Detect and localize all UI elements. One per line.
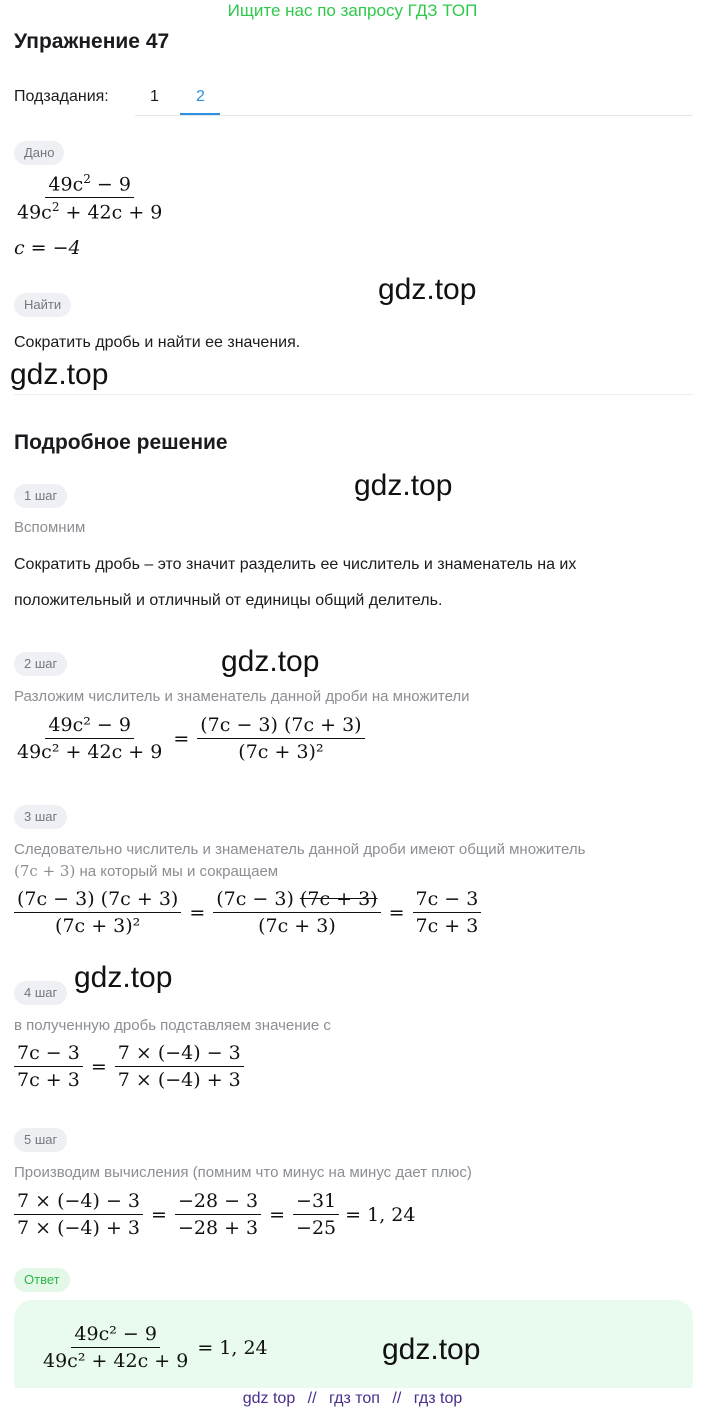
step-4-chip: 4 шаг xyxy=(14,981,67,1005)
step-1-caption: Вспомним xyxy=(14,519,86,536)
footer-link-2[interactable]: гдз топ xyxy=(329,1390,380,1407)
footer-separator: // xyxy=(307,1390,317,1407)
step-3-equation: $\frac{(7c - 3) (7c + 3)}{\text{(7c + 3)²}}$ = $\frac{(7c - 3) (7c + 3)}{(7c + 3)}$ = $\frac{7c - 3}{7c + 3}$ xyxy=(14,888,481,937)
step-4-caption: в полученную дробь подставляем значение с xyxy=(14,1017,331,1034)
watermark: gdz.top xyxy=(10,358,109,391)
given-condition: c = −4 xyxy=(14,237,81,259)
tabs-divider xyxy=(135,115,693,116)
step-5-caption: Производим вычисления (помним что минус на минус дает плюс) xyxy=(14,1164,472,1181)
section-divider xyxy=(14,394,693,395)
step-2-chip: 2 шаг xyxy=(14,652,67,676)
watermark: gdz.top xyxy=(354,469,453,502)
watermark: gdz.top xyxy=(382,1333,481,1366)
step-3-caption-line1: Следовательно числитель и знаменатель данной дроби имеют общий множитель xyxy=(14,841,586,858)
watermark: gdz.top xyxy=(378,273,477,306)
given-denominator: $49c^2 + 42c + 9$ xyxy=(17,200,163,224)
given-fraction xyxy=(14,172,165,224)
step-1-text-line2: положительный и отличный от единицы общий делитель. xyxy=(14,592,443,609)
watermark: gdz.top xyxy=(74,961,173,994)
find-text: Сократить дробь и найти ее значения. xyxy=(14,334,301,351)
given-chip: Дано xyxy=(14,141,64,165)
step-2-equation: $\frac{\text{49c² − 9}}{\text{49c² + 42c + 9}}$ = $\frac{(7c - 3) (7c + 3)}{\text{(7c + 3)²}}$ xyxy=(14,714,365,763)
step-5-chip: 5 шаг xyxy=(14,1128,67,1152)
footer-link-3[interactable]: гдз top xyxy=(413,1390,463,1407)
step-5-equation: $\frac{7 \times (-4) - 3}{7 \times (-4) + 3}$ = $\frac{-28 - 3}{-28 + 3}$ = $\frac{-31}{-25}$ = 1, 24 xyxy=(14,1190,415,1239)
step-3-caption-line2: (7c + 3) на который мы и сокращаем xyxy=(14,862,279,880)
given-numerator: $49c^2 - 9$ xyxy=(45,172,134,198)
search-hint-banner: Ищите нас по запросу ГДЗ ТОП xyxy=(227,1,478,20)
step-4-equation: $\frac{7c - 3}{7c + 3}$ = $\frac{7 \times (-4) - 3}{7 \times (-4) + 3}$ xyxy=(14,1042,244,1091)
footer-links xyxy=(0,1388,705,1416)
footer-separator: // xyxy=(392,1390,402,1407)
active-tab-indicator xyxy=(180,113,220,115)
answer-chip: Ответ xyxy=(14,1268,70,1292)
step-3-chip: 3 шаг xyxy=(14,805,67,829)
subtasks-label: Подзадания: xyxy=(14,88,109,105)
answer-equation: $\frac{\text{49c² − 9}}{\text{49c² + 42c + 9}}$ = 1, 24 xyxy=(43,1323,268,1372)
step-1-chip: 1 шаг xyxy=(14,484,67,508)
subtask-tab-2[interactable]: 2 xyxy=(196,88,205,105)
solution-title: Подробное решение xyxy=(14,431,228,454)
watermark: gdz.top xyxy=(221,645,320,678)
step-2-caption: Разложим числитель и знаменатель данной дроби на множители xyxy=(14,688,470,705)
find-chip: Найти xyxy=(14,293,71,317)
page-title: Упражнение 47 xyxy=(14,30,170,53)
footer-link-1[interactable]: gdz top xyxy=(242,1390,296,1407)
subtask-tab-1[interactable]: 1 xyxy=(150,88,159,105)
step-1-text-line1: Сократить дробь – это значит разделить ее числитель и знаменатель на их xyxy=(14,556,577,573)
